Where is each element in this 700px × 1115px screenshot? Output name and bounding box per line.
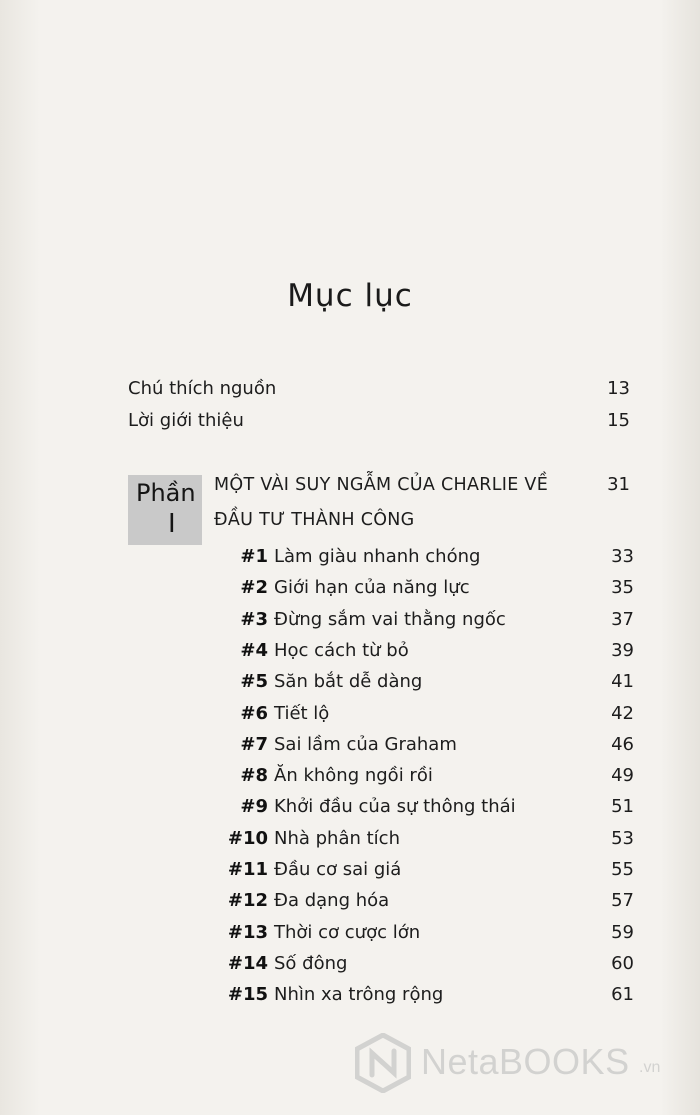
chapter-page: 39: [611, 639, 634, 661]
toc-chapter-row[interactable]: [214, 765, 634, 795]
toc-chapter-row[interactable]: [214, 859, 634, 889]
toc-entry-introduction[interactable]: [128, 410, 630, 440]
toc-chapter-row[interactable]: [214, 671, 634, 701]
watermark-brand: NetaBOOKS: [421, 1041, 630, 1082]
chapter-number: #10: [227, 827, 268, 849]
chapter-page: 60: [611, 952, 634, 974]
chapter-number: #2: [240, 577, 268, 599]
watermark-tld: .vn: [639, 1059, 661, 1076]
chapter-title: Tiết lộ: [274, 702, 330, 724]
chapter-page: 46: [611, 733, 634, 755]
chapter-title: Ăn không ngồi rồi: [274, 765, 433, 787]
chapter-title: Đa dạng hóa: [274, 890, 390, 912]
toc-entry-sources[interactable]: [128, 378, 630, 408]
chapter-page: 51: [611, 796, 634, 818]
chapter-page: 49: [611, 765, 634, 787]
chapter-number: #7: [240, 733, 268, 755]
part-label-box: [128, 475, 202, 545]
chapter-title: Săn bắt dễ dàng: [274, 671, 423, 693]
toc-chapter-row[interactable]: [214, 577, 634, 607]
toc-chapter-row[interactable]: [214, 609, 634, 639]
chapter-title: Số đông: [274, 952, 348, 974]
chapter-title: Đừng sắm vai thằng ngốc: [274, 608, 506, 630]
toc-chapter-row[interactable]: [214, 796, 634, 826]
chapter-number: #3: [240, 608, 268, 630]
chapter-page: 55: [611, 859, 634, 880]
toc-entry-label: Lời giới thiệu: [128, 410, 244, 431]
chapter-number: #11: [227, 859, 268, 880]
chapter-title: Sai lầm của Graham: [274, 733, 457, 755]
chapter-title: Đầu cơ sai giá: [274, 859, 402, 880]
chapter-title: Làm giàu nhanh chóng: [274, 546, 481, 567]
chapter-page: 37: [611, 608, 634, 630]
part-page: 31: [607, 474, 630, 495]
page-title: Mục lục: [287, 278, 413, 314]
toc-chapter-row[interactable]: [214, 922, 634, 952]
chapter-number: #15: [227, 984, 268, 1006]
chapter-page: 53: [611, 827, 634, 849]
chapter-page: 42: [611, 702, 634, 724]
part-title-line-1[interactable]: MỘT VÀI SUY NGẪM CỦA CHARLIE VỀ: [214, 475, 549, 495]
chapter-page: 33: [611, 546, 634, 567]
chapter-number: #12: [227, 890, 268, 912]
toc-entry-page: 13: [607, 378, 630, 399]
part-title-line-2[interactable]: ĐẦU TƯ THÀNH CÔNG: [214, 510, 415, 530]
chapter-page: 61: [611, 984, 634, 1006]
chapter-number: #6: [240, 702, 268, 724]
chapter-number: #8: [240, 765, 268, 787]
chapter-title: Học cách từ bỏ: [274, 639, 409, 661]
chapter-title: Thời cơ cược lớn: [274, 921, 421, 943]
toc-chapter-row[interactable]: [214, 546, 634, 576]
chapter-number: #5: [240, 671, 268, 693]
chapter-title: Giới hạn của năng lực: [274, 577, 470, 599]
chapter-number: #1: [240, 546, 268, 567]
chapter-page: 57: [611, 890, 634, 912]
chapter-page: 41: [611, 671, 634, 693]
neta-logo-icon: [355, 1033, 411, 1093]
chapter-page: 35: [611, 577, 634, 599]
chapter-page: 59: [611, 921, 634, 943]
chapter-number: #4: [240, 639, 268, 661]
toc-chapter-row[interactable]: [214, 953, 634, 983]
chapter-number: #9: [240, 796, 268, 818]
toc-chapter-row[interactable]: [214, 984, 634, 1014]
toc-chapter-row[interactable]: [214, 703, 634, 733]
toc-chapter-row[interactable]: [214, 640, 634, 670]
toc-chapter-row[interactable]: [214, 828, 634, 858]
watermark-logo: [355, 1033, 685, 1093]
toc-chapter-row[interactable]: [214, 890, 634, 920]
toc-entry-label: Chú thích nguồn: [128, 378, 277, 399]
toc-chapter-row[interactable]: [214, 734, 634, 764]
chapter-title: Nhìn xa trông rộng: [274, 984, 444, 1006]
chapter-title: Khởi đầu của sự thông thái: [274, 796, 516, 818]
chapter-number: #13: [227, 921, 268, 943]
chapter-number: #14: [227, 952, 268, 974]
part-label-numeral: I: [168, 509, 176, 539]
part-label-word: Phần: [136, 479, 196, 507]
toc-entry-page: 15: [607, 410, 630, 431]
chapter-title: Nhà phân tích: [274, 827, 400, 849]
